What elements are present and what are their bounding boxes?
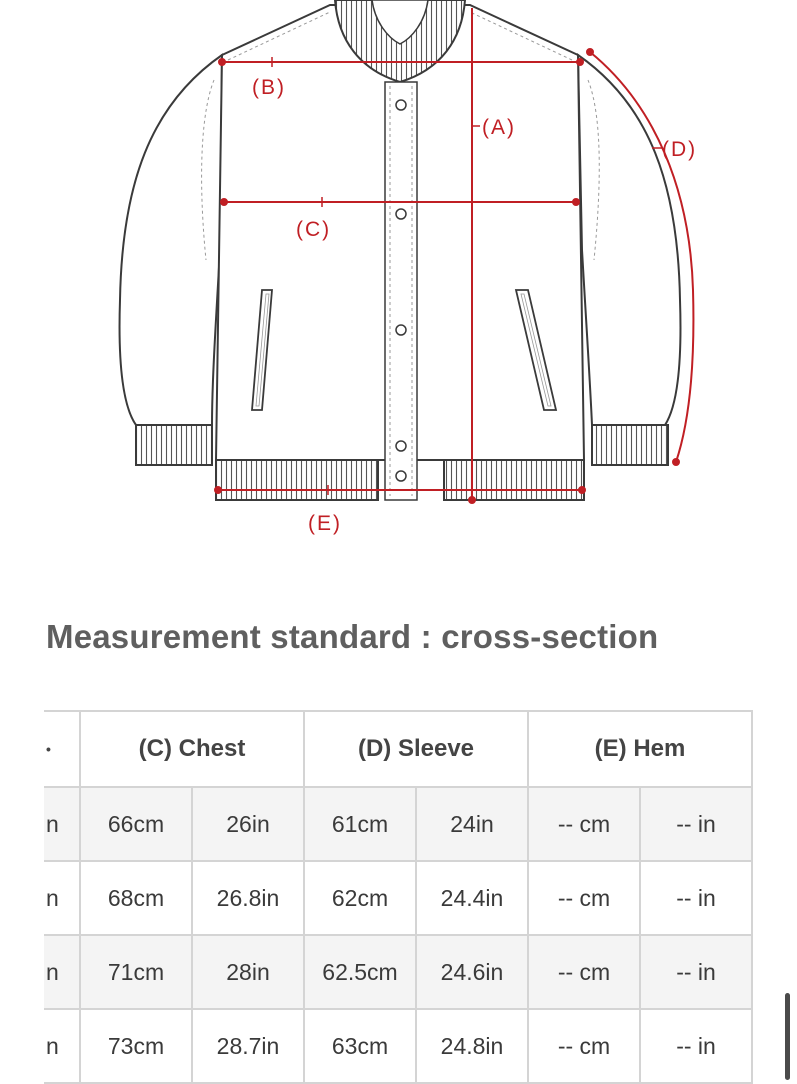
measure-label-b: (B) xyxy=(252,76,286,99)
page-heading: Measurement standard : cross-section xyxy=(46,618,659,655)
right-sleeve xyxy=(578,55,680,425)
size-cell: n xyxy=(44,861,80,935)
hem-column-header: (E) Hem xyxy=(528,711,752,787)
size-cell: n xyxy=(44,787,80,861)
left-cuff xyxy=(136,425,212,465)
sleeve-cm-cell: 62.5cm xyxy=(304,935,416,1009)
chest-in-cell: 26in xyxy=(192,787,304,861)
size-table xyxy=(44,710,753,1084)
table-row xyxy=(44,935,752,1009)
hem-cm-cell: -- cm xyxy=(528,861,640,935)
chest-column-header: (C) Chest xyxy=(80,711,304,787)
size-cell: n xyxy=(44,935,80,1009)
hem-in-cell: -- in xyxy=(640,787,752,861)
sleeve-in-cell: 24in xyxy=(416,787,528,861)
sleeve-in-cell: 24.6in xyxy=(416,935,528,1009)
hem-cm-cell: -- cm xyxy=(528,787,640,861)
hem-cm-cell: -- cm xyxy=(528,935,640,1009)
sleeve-cm-cell: 62cm xyxy=(304,861,416,935)
chest-in-cell: 28in xyxy=(192,935,304,1009)
chest-cm-cell: 73cm xyxy=(80,1009,192,1083)
hem-in-cell: -- in xyxy=(640,861,752,935)
table-header-row xyxy=(44,711,752,787)
chest-in-cell: 26.8in xyxy=(192,861,304,935)
table-row xyxy=(44,861,752,935)
measure-label-e: (E) xyxy=(308,512,342,535)
table-row xyxy=(44,1009,752,1083)
hem-cm-cell: -- cm xyxy=(528,1009,640,1083)
hem-in-cell: -- in xyxy=(640,1009,752,1083)
hem-rib-right xyxy=(444,460,584,500)
sleeve-cm-cell: 63cm xyxy=(304,1009,416,1083)
measure-label-a: (A) xyxy=(482,116,516,139)
chest-cm-cell: 71cm xyxy=(80,935,192,1009)
chest-in-cell: 28.7in xyxy=(192,1009,304,1083)
table-row xyxy=(44,787,752,861)
chest-cm-cell: 66cm xyxy=(80,787,192,861)
measure-label-c: (C) xyxy=(296,218,332,241)
sleeve-column-header: (D) Sleeve xyxy=(304,711,528,787)
sleeve-in-cell: 24.8in xyxy=(416,1009,528,1083)
right-cuff xyxy=(592,425,668,465)
size-column-header: • xyxy=(44,711,80,787)
sleeve-cm-cell: 61cm xyxy=(304,787,416,861)
scrollbar-thumb[interactable] xyxy=(785,993,790,1080)
sleeve-in-cell: 24.4in xyxy=(416,861,528,935)
hem-rib-left xyxy=(216,460,378,500)
hem-in-cell: -- in xyxy=(640,935,752,1009)
size-cell: n xyxy=(44,1009,80,1083)
chest-cm-cell: 68cm xyxy=(80,861,192,935)
left-sleeve xyxy=(120,55,222,425)
measure-label-d: (D) xyxy=(662,138,698,161)
